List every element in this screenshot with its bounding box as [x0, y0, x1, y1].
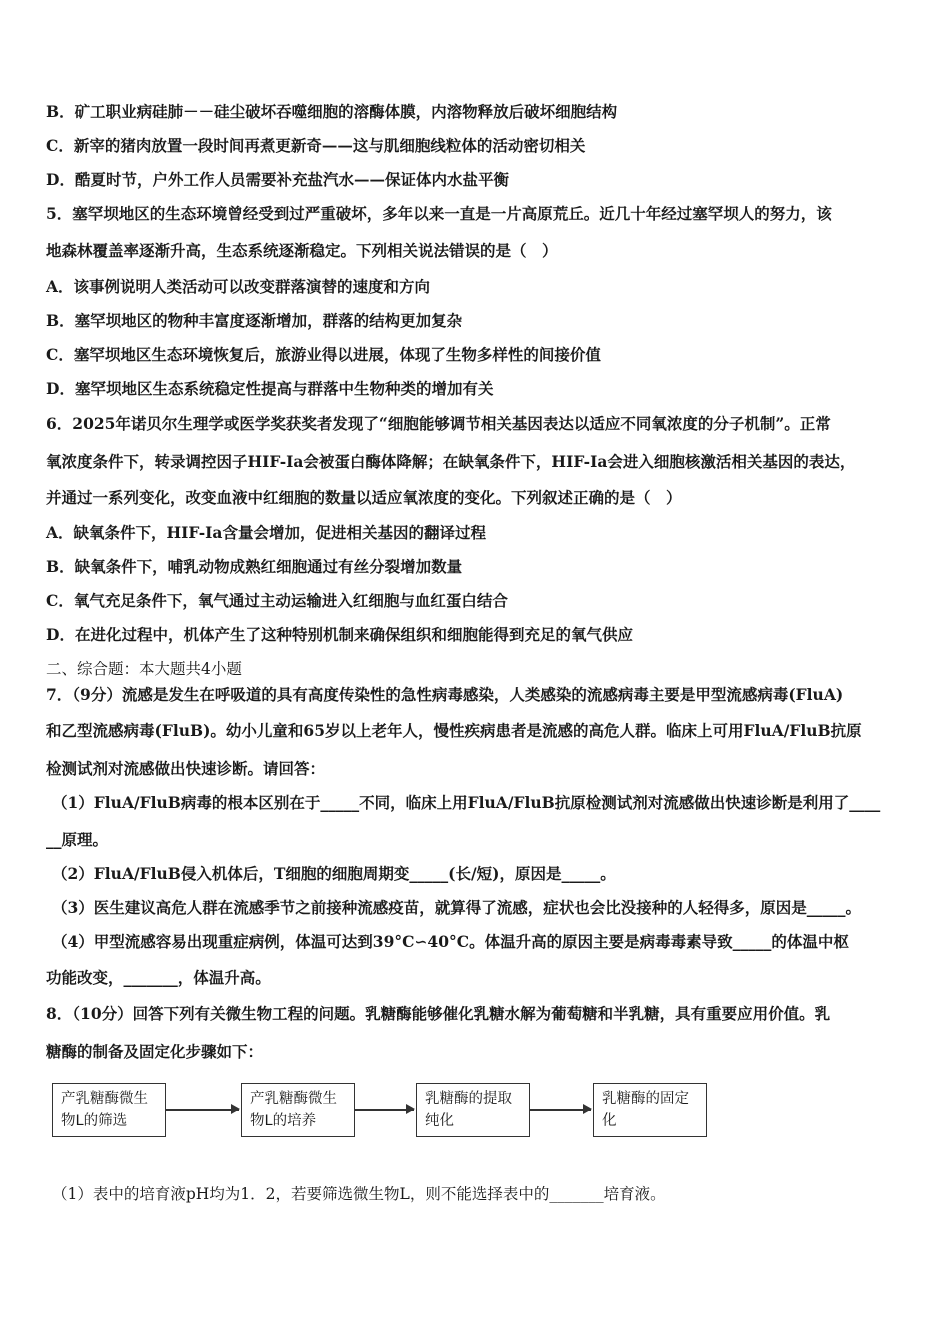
option-b-q6: B．缺氧条件下，哺乳动物成熟红细胞通过有丝分裂增加数量 — [46, 557, 463, 576]
flow-arrow — [355, 1109, 414, 1111]
question-7-stem: 7．（9分）流感是发生在呼吸道的具有高度传染性的急性病毒感染，人类感染的流感病毒主要是甲型流感病毒(FluA) — [46, 685, 844, 704]
q8-part-1: （1）表中的培育液pH均为1．2，若要筛选微生物L，则不能选择表中的_______培育液。 — [52, 1185, 666, 1203]
q7-part-1-cont: __原理。 — [46, 830, 109, 849]
q7-part-3: （3）医生建议高危人群在流感季节之前接种流感疫苗，就算得了流感，症状也会比没接种的人轻得多，原因是_____。 — [52, 898, 862, 917]
flow-step-screening: 产乳糖酶微生物L的筛选 — [52, 1083, 166, 1137]
question-6-stem: 6．2025年诺贝尔生理学或医学奖获奖者发现了“细胞能够调节相关基因表达以适应不同氧浓度的分子机制”。正常 — [46, 414, 831, 433]
flow-diagram — [52, 1083, 722, 1145]
option-d-q5: D．塞罕坝地区生态系统稳定性提高与群落中生物种类的增加有关 — [46, 379, 494, 398]
option-b-q4: B．矿工职业病硅肺－－硅尘破坏吞噬细胞的溶酶体膜，内溶物释放后破坏细胞结构 — [46, 102, 618, 121]
option-a-q5: A．该事例说明人类活动可以改变群落演替的速度和方向 — [46, 277, 431, 296]
option-a-q6: A．缺氧条件下，HIF-Ia含量会增加，促进相关基因的翻译过程 — [46, 523, 486, 542]
q7-part-1: （1）FluA/FluB病毒的根本区别在于_____不同，临床上用FluA/FluB抗原检测试剂对流感做出快速诊断是利用了____ — [52, 793, 881, 812]
question-7-stem-cont: 和乙型流感病毒(FluB)。幼小儿童和65岁以上老年人，慢性疾病患者是流感的高危人群。临床上可用FluA/FluB抗原 — [46, 721, 862, 740]
q7-part-4: （4）甲型流感容易出现重症病例，体温可达到39°C∽40°C。体温升高的原因主要是病毒毒素导致_____的体温中枢 — [52, 932, 849, 951]
question-6-stem-end: 并通过一系列变化，改变血液中红细胞的数量以适应氧浓度的变化。下列叙述正确的是（ ） — [46, 488, 682, 507]
flow-step-culture: 产乳糖酶微生物L的培养 — [241, 1083, 355, 1137]
question-7-stem-end: 检测试剂对流感做出快速诊断。请回答： — [46, 759, 326, 778]
flow-step-purification: 乳糖酶的提取纯化 — [416, 1083, 530, 1137]
option-c-q4: C．新宰的猪肉放置一段时间再煮更新奇——这与肌细胞线粒体的活动密切相关 — [46, 136, 586, 155]
question-5-stem: 5．塞罕坝地区的生态环境曾经受到过严重破坏，多年以来一直是一片高原荒丘。近几十年经过塞罕坝人的努力，该 — [46, 204, 832, 223]
option-d-q6: D．在进化过程中，机体产生了这种特别机制来确保组织和细胞能得到充足的氧气供应 — [46, 625, 633, 644]
option-c-q6: C．氧气充足条件下，氧气通过主动运输进入红细胞与血红蛋白结合 — [46, 591, 508, 610]
question-5-stem-cont: 地森林覆盖率逐渐升高，生态系统逐渐稳定。下列相关说法错误的是（ ） — [46, 241, 558, 260]
section-heading: 二、综合题：本大题共4小题 — [46, 660, 242, 678]
flow-step-immobilization: 乳糖酶的固定化 — [593, 1083, 707, 1137]
option-b-q5: B．塞罕坝地区的物种丰富度逐渐增加，群落的结构更加复杂 — [46, 311, 463, 330]
question-6-stem-cont: 氧浓度条件下，转录调控因子HIF-Ia会被蛋白酶体降解；在缺氧条件下，HIF-Ia会进入细胞核激活相关基因的表达， — [46, 452, 856, 471]
option-d-q4: D．酷夏时节，户外工作人员需要补充盐汽水——保证体内水盐平衡 — [46, 170, 509, 189]
q7-part-4-cont: 功能改变，_______，体温升高。 — [46, 968, 271, 987]
option-c-q5: C．塞罕坝地区生态环境恢复后，旅游业得以进展，体现了生物多样性的间接价值 — [46, 345, 601, 364]
q7-part-2: （2）FluA/FluB侵入机体后，T细胞的细胞周期变_____(长/短)，原因是_____。 — [52, 864, 616, 883]
flow-arrow — [530, 1109, 591, 1111]
question-8-stem-cont: 糖酶的制备及固定化步骤如下： — [46, 1042, 264, 1061]
question-8-stem: 8．（10分）回答下列有关微生物工程的问题。乳糖酶能够催化乳糖水解为葡萄糖和半乳糖，具有重要应用价值。乳 — [46, 1004, 831, 1023]
flow-arrow — [166, 1109, 239, 1111]
